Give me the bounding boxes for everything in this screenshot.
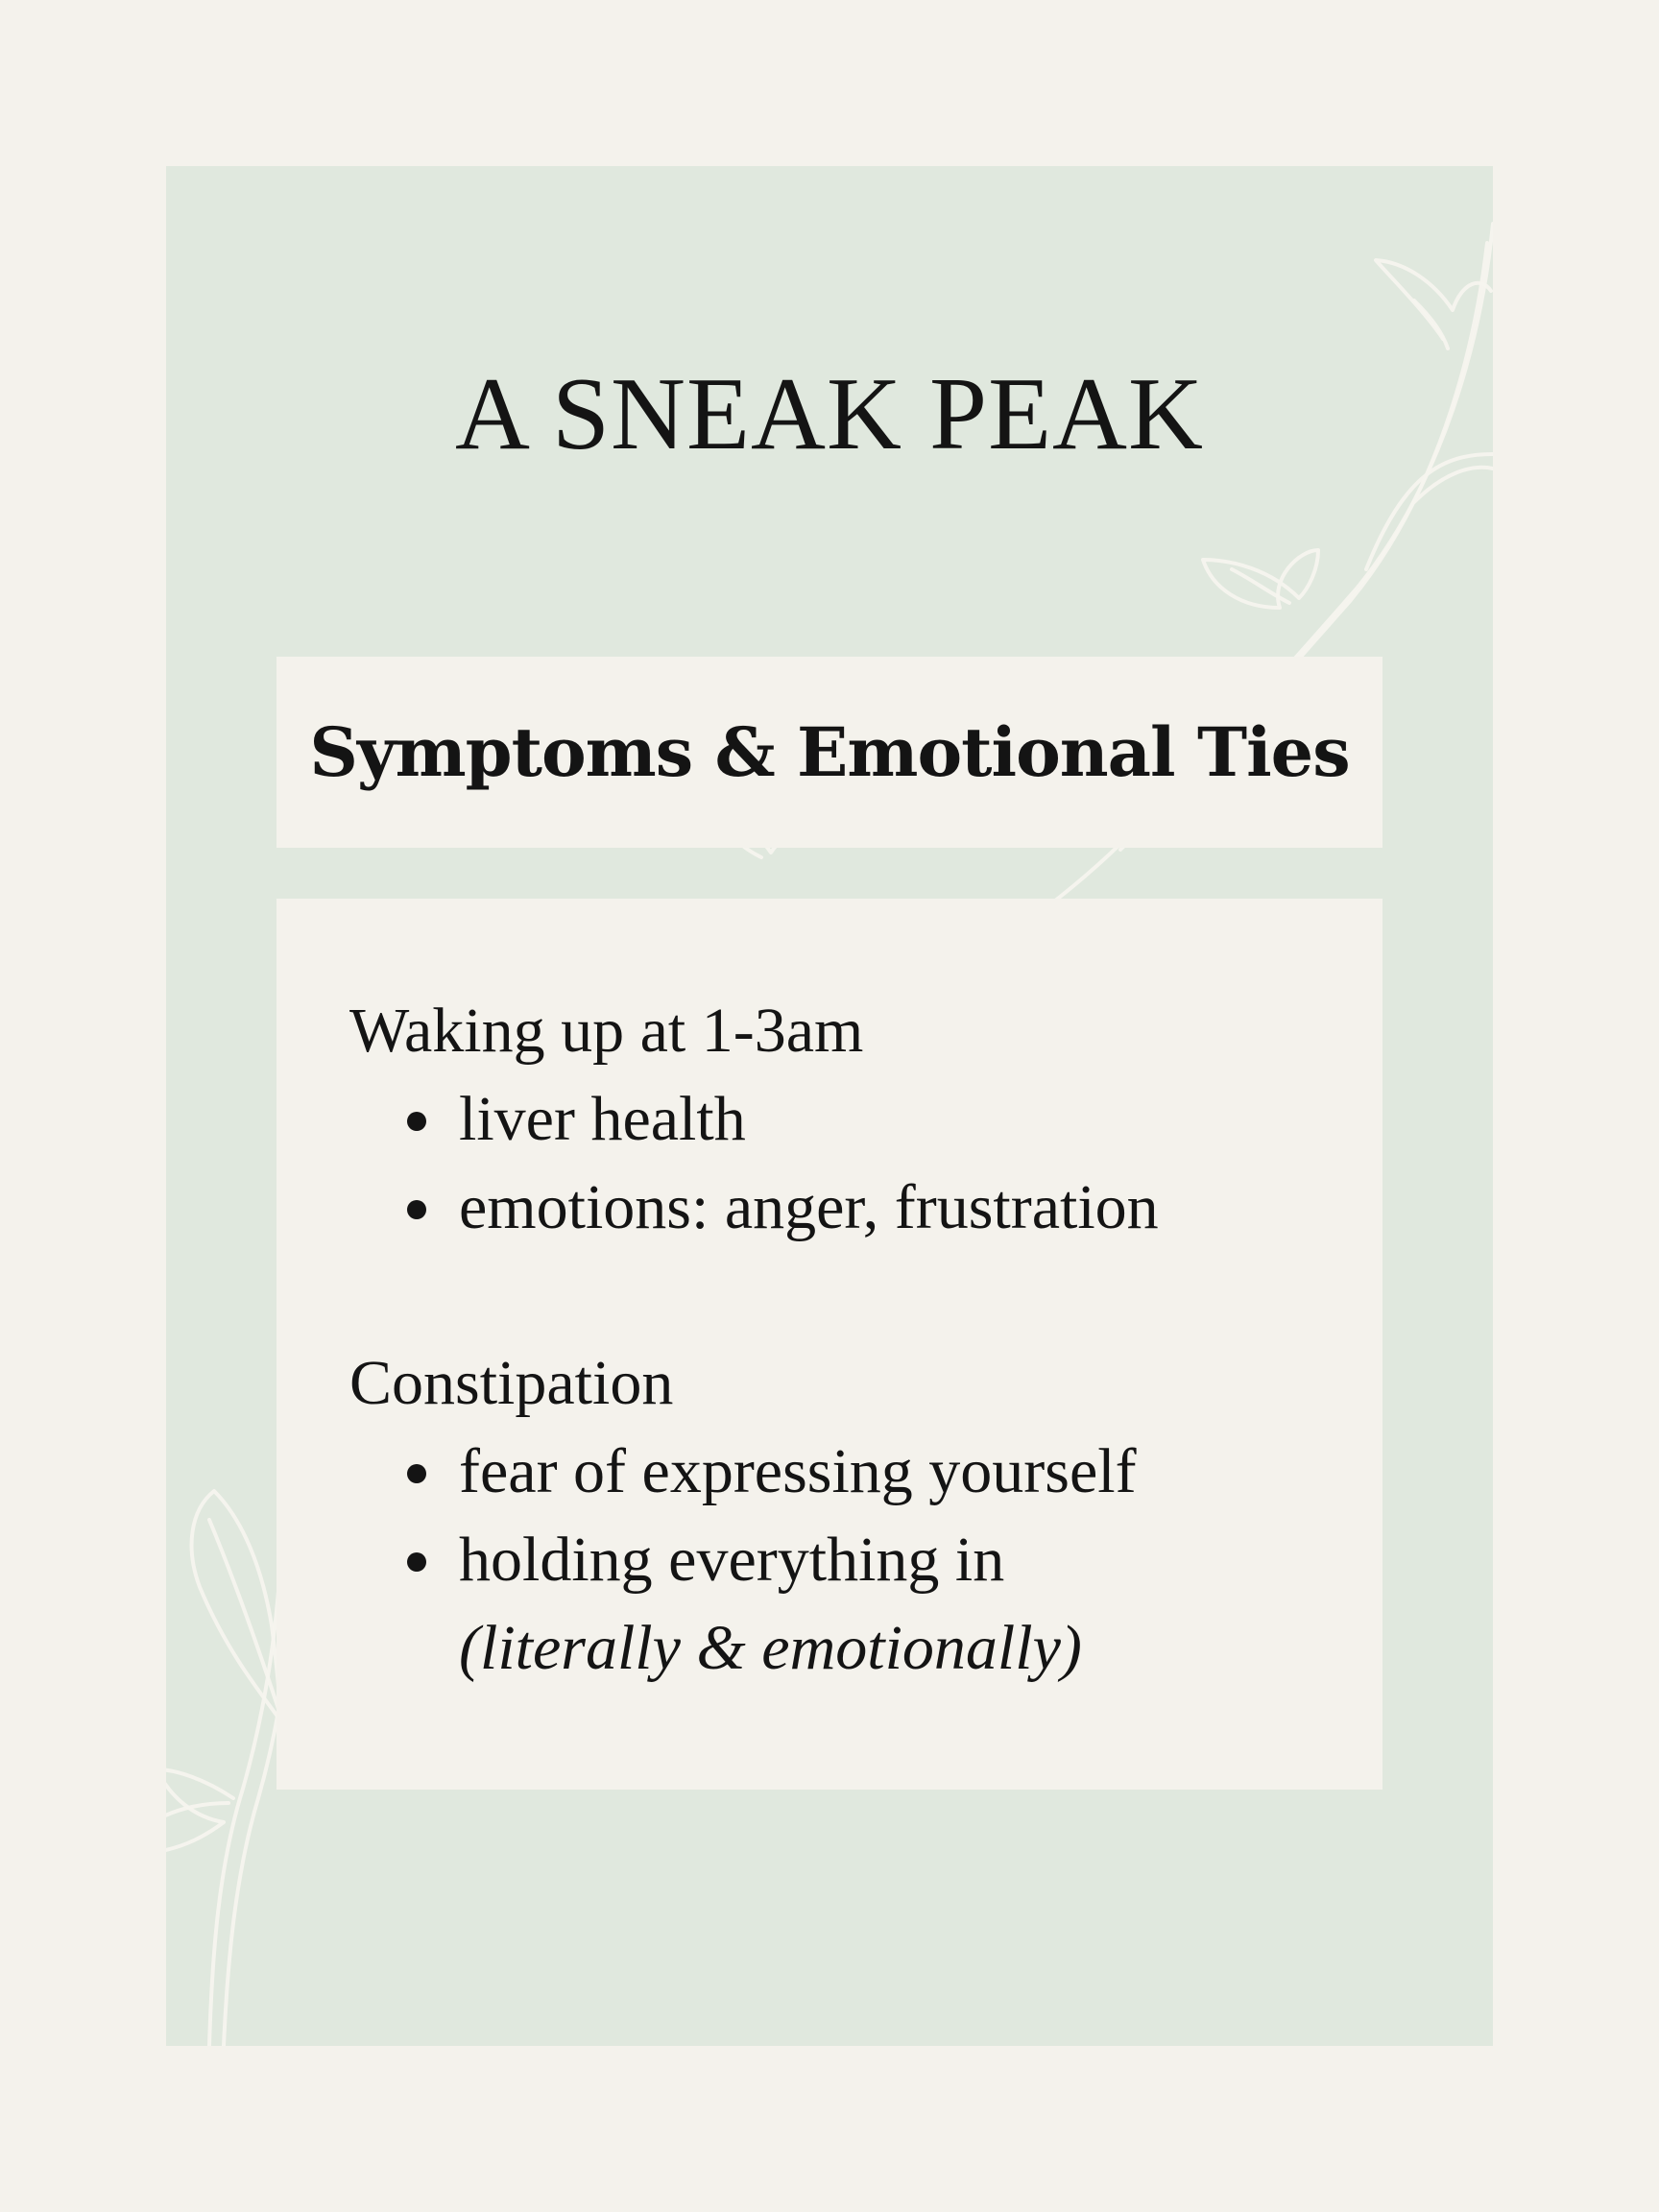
- symptom-heading: Waking up at 1-3am: [349, 996, 864, 1066]
- symptom-list-card: [276, 899, 1382, 1790]
- symptom-section: [349, 1339, 1382, 1693]
- list-item-note: (literally & emotionally): [459, 1613, 1082, 1683]
- page-title: A SNEAK PEAK: [454, 357, 1205, 471]
- subtitle: Symptoms & Emotional Ties: [309, 712, 1350, 792]
- symptom-section: [349, 987, 1382, 1252]
- emotion-list: [349, 1075, 1382, 1252]
- list-item: liver health: [459, 1075, 1382, 1164]
- list-item: [459, 1516, 1382, 1693]
- list-item: emotions: anger, frustration: [459, 1164, 1382, 1252]
- list-item: fear of expressing yourself: [459, 1428, 1382, 1516]
- subtitle-banner: [276, 657, 1382, 848]
- content-panel: [166, 166, 1493, 2046]
- symptom-heading: Constipation: [349, 1348, 674, 1418]
- list-item-text: holding everything in: [459, 1525, 1005, 1595]
- emotion-list: [349, 1428, 1382, 1693]
